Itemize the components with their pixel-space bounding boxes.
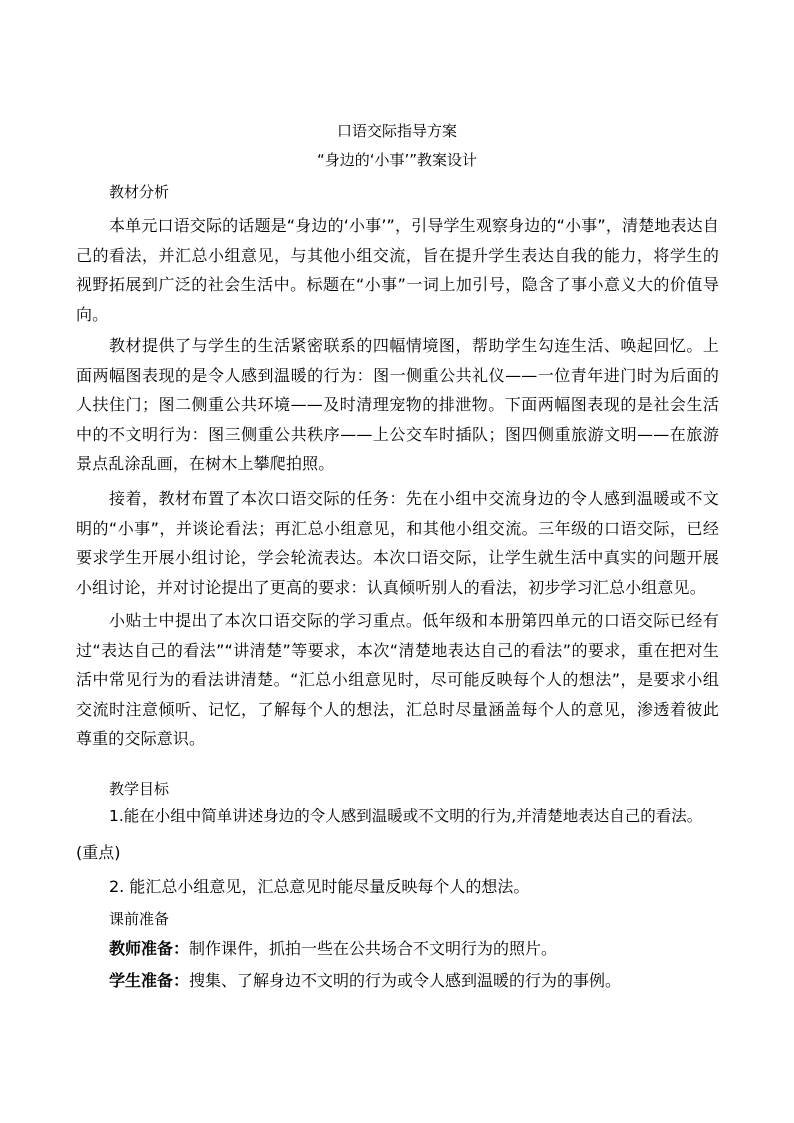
goal-item-1: 1.能在小组中简单讲述身边的令人感到温暖或不文明的行为,并清楚地表达自己的看法。: [109, 807, 703, 825]
section-heading-prep: 课前准备: [109, 910, 170, 928]
document-title: 口语交际指导方案: [336, 122, 457, 140]
student-prep-line: [109, 970, 621, 992]
analysis-paragraph-1: 本单元口语交际的话题是“身边的‘小事’”，引导学生观察身边的“小事”，清楚地表达自己的看法，并汇总小组意见，与其他小组交流，旨在提升学生表达自我的能力，将学生的视野拓展到广泛的社会生活中。标题在“小事”一词上加引号，隐含了事小意义大的价值导向。: [76, 216, 719, 324]
section-heading-analysis: 教材分析: [109, 183, 170, 201]
goal-item-1-tail: (重点): [76, 843, 121, 862]
analysis-paragraph-4: 小贴士中提出了本次口语交际的学习重点。低年级和本册第四单元的口语交际已经有过“表达自己的看法”“讲清楚”等要求，本次“清楚地表达自己的看法”的要求，重在把对生活中常见行为的看法讲清楚。“汇总小组意见时，尽可能反映每个人的想法”，是要求小组交流时注意倾听、记忆，了解每个人的想法，汇总时尽量涵盖每个人的意见，渗透着彼此尊重的交际意识。: [76, 611, 719, 749]
section-heading-goals: 教学目标: [109, 780, 170, 798]
student-prep-label: 学生准备：: [109, 971, 190, 990]
goal-item-2: 2. 能汇总小组意见，汇总意见时能尽量反映每个人的想法。: [109, 877, 530, 896]
teacher-prep-line: [109, 938, 557, 960]
teacher-prep-label: 教师准备：: [109, 939, 190, 958]
student-prep-text: 搜集、了解身边不文明的行为或令人感到温暖的行为的事例。: [189, 971, 622, 990]
document-subtitle: “身边的‘小事’”教案设计: [316, 151, 478, 169]
analysis-paragraph-3: 接着，教材布置了本次口语交际的任务：先在小组中交流身边的令人感到温暖或不文明的“小事”，并谈论看法；再汇总小组意见，和其他小组交流。三年级的口语交际，已经要求学生开展小组讨论，学会轮流表达。本次口语交际，让学生就生活中真实的问题开展小组讨论，并对讨论提出了更高的要求：认真倾听别人的看法，初步学习汇总小组意见。: [76, 489, 719, 597]
analysis-paragraph-2: 教材提供了与学生的生活紧密联系的四幅情境图，帮助学生勾连生活、唤起回忆。上面两幅图表现的是令人感到温暖的行为：图一侧重公共礼仪——一位青年进门时为后面的人扶住门；图二侧重公共环境——及时清理宠物的排泄物。下面两幅图表现的是社会生活中的不文明行为：图三侧重公共秩序——上公交车时插队；图四侧重旅游文明——在旅游景点乱涂乱画，在树木上攀爬拍照。: [76, 336, 719, 474]
teacher-prep-text: 制作课件，抓拍一些在公共场合不文明行为的照片。: [189, 939, 558, 958]
